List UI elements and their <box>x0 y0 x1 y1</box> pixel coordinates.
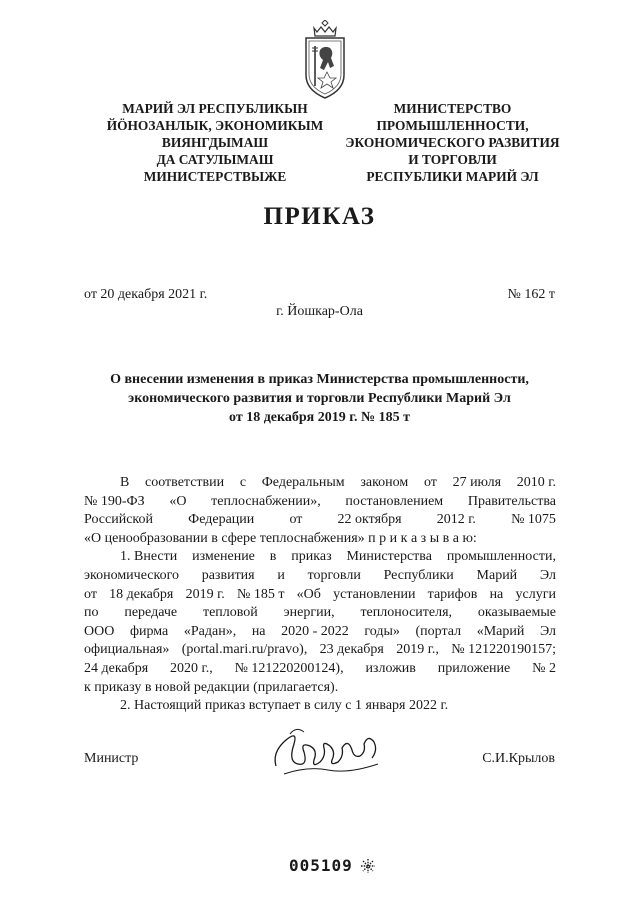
word: торговли <box>307 567 361 583</box>
word: № 185 т <box>236 586 285 602</box>
body-line <box>84 548 556 567</box>
header-left-line: ВИЯНГДЫМАШ <box>161 135 269 150</box>
word: Марий <box>476 567 518 583</box>
header-right-line: МИНИСТЕРСТВО <box>393 101 512 116</box>
word: Министерства <box>346 549 432 565</box>
word: на <box>489 586 504 602</box>
word: промышленности, <box>446 549 556 565</box>
body-line <box>84 623 556 642</box>
asterisk-icon <box>360 858 376 874</box>
word: Правительства <box>467 493 556 509</box>
word: 27 июля <box>452 475 502 490</box>
body-line <box>84 493 556 512</box>
word: изложив <box>365 660 416 676</box>
word: теплоносителя, <box>360 605 453 621</box>
subject-line: от 18 декабря 2019 г. № 185 т <box>229 410 410 425</box>
body-line <box>84 660 556 679</box>
subject-line: О внесении изменения в приказ Министерства промышленности, <box>110 372 529 387</box>
header-mari-name <box>95 100 335 185</box>
header-left-line: МИНИСТЕРСТВЫЖЕ <box>143 169 287 184</box>
word: 2010 г. <box>516 475 556 490</box>
body-line <box>84 586 556 605</box>
word: тарифов <box>427 586 478 602</box>
signer-name: С.И.Крылов <box>482 751 555 766</box>
word: 22 октября <box>337 512 402 528</box>
word: Республики <box>383 567 454 583</box>
header-left-line: ДА САТУЛЫМАШ <box>156 152 274 167</box>
word: оказываемые <box>477 605 556 621</box>
word: 2019 г., <box>396 642 439 658</box>
header-left-line: ЙӦНОЗАНЛЫК, ЭКОНОМИКЫМ <box>106 118 324 133</box>
word: установлении <box>333 586 416 602</box>
order-body <box>84 474 556 716</box>
word: с <box>239 475 247 490</box>
header-left-line: МАРИЙ ЭЛ РЕСПУБЛИКЫН <box>122 101 308 116</box>
word: № 1075 <box>511 512 556 528</box>
coat-of-arms-icon <box>300 20 350 100</box>
word: тепловой <box>202 605 258 621</box>
header-russian-name <box>335 100 570 185</box>
header-right-line: ЭКОНОМИЧЕСКОГО РАЗВИТИЯ <box>345 135 560 150</box>
word: развития <box>201 567 255 583</box>
word: 2012 г. <box>436 512 476 528</box>
word: «Об <box>296 586 321 602</box>
word: «Радан», <box>183 623 237 639</box>
body-line <box>84 567 556 586</box>
word: и <box>277 567 285 583</box>
word: в <box>269 549 277 565</box>
header-right-line: И ТОРГОВЛИ <box>408 152 497 167</box>
word: от <box>84 586 97 602</box>
word: 2020 - 2022 <box>281 623 349 639</box>
word: по <box>84 605 99 621</box>
word: теплоснабжении», <box>211 493 321 509</box>
word: «Марий <box>476 623 525 639</box>
word: № 2 <box>532 660 556 676</box>
word: 1. Внести <box>120 549 178 565</box>
body-line: «О ценообразовании в сфере теплоснабжения» п р и к а з ы в а ю: <box>84 530 477 546</box>
order-subject <box>60 370 579 427</box>
word: энергии, <box>283 605 335 621</box>
word: Российской <box>84 512 153 528</box>
word: от <box>423 475 437 490</box>
word: 18 декабря <box>109 586 174 602</box>
word: В <box>120 475 130 490</box>
body-line <box>84 511 556 530</box>
body-line <box>84 641 556 660</box>
body-line <box>84 604 556 623</box>
word: (портал <box>415 623 462 639</box>
body-line: к приказу в новой редакции (прилагается). <box>84 679 339 695</box>
signer-position: Министр <box>84 751 139 766</box>
word: на <box>251 623 266 639</box>
city: г. Йошкар-Ола <box>276 304 363 319</box>
word: Эл <box>539 567 556 583</box>
word: фирма <box>129 623 169 639</box>
word: «О <box>169 493 187 509</box>
word: № 121220200124), <box>234 660 344 676</box>
document-title: ПРИКАЗ <box>263 203 376 230</box>
word: ООО <box>84 623 115 639</box>
serial-number: 005109 <box>289 856 353 875</box>
word: Федерации <box>188 512 255 528</box>
word: № 121220190157; <box>451 642 556 658</box>
word: 2020 г., <box>170 660 213 676</box>
word: годы» <box>364 623 400 639</box>
word: Эл <box>539 623 556 639</box>
subject-line: экономического развития и торговли Республики Марий Эл <box>128 391 511 406</box>
handwritten-signature <box>268 722 388 784</box>
word: экономического <box>84 567 179 583</box>
word: услуги <box>515 586 556 602</box>
word: приложение <box>437 660 511 676</box>
word: законом <box>360 475 409 490</box>
word: Федеральным <box>261 475 345 490</box>
word: соответствии <box>145 475 225 490</box>
body-line <box>84 474 556 493</box>
word: передаче <box>124 605 178 621</box>
body-line: 2. Настоящий приказ вступает в силу с 1 января 2022 г. <box>120 698 449 714</box>
word: официальная» <box>84 642 170 658</box>
word: 2019 г. <box>185 586 225 602</box>
word: № 190-ФЗ <box>84 493 145 509</box>
word: 23 декабря <box>319 642 384 658</box>
header-right-line: ПРОМЫШЛЕННОСТИ, <box>376 118 529 133</box>
word: 24 декабря <box>84 660 149 676</box>
word: (portal.mari.ru/pravo), <box>181 642 308 658</box>
order-number: № 162 т <box>507 287 555 302</box>
word: от <box>289 512 303 528</box>
word: изменение <box>192 549 255 565</box>
word: постановлением <box>345 493 444 509</box>
word: приказ <box>291 549 332 565</box>
header-right-line: РЕСПУБЛИКИ МАРИЙ ЭЛ <box>366 169 539 184</box>
order-date: от 20 декабря 2021 г. <box>84 287 208 302</box>
